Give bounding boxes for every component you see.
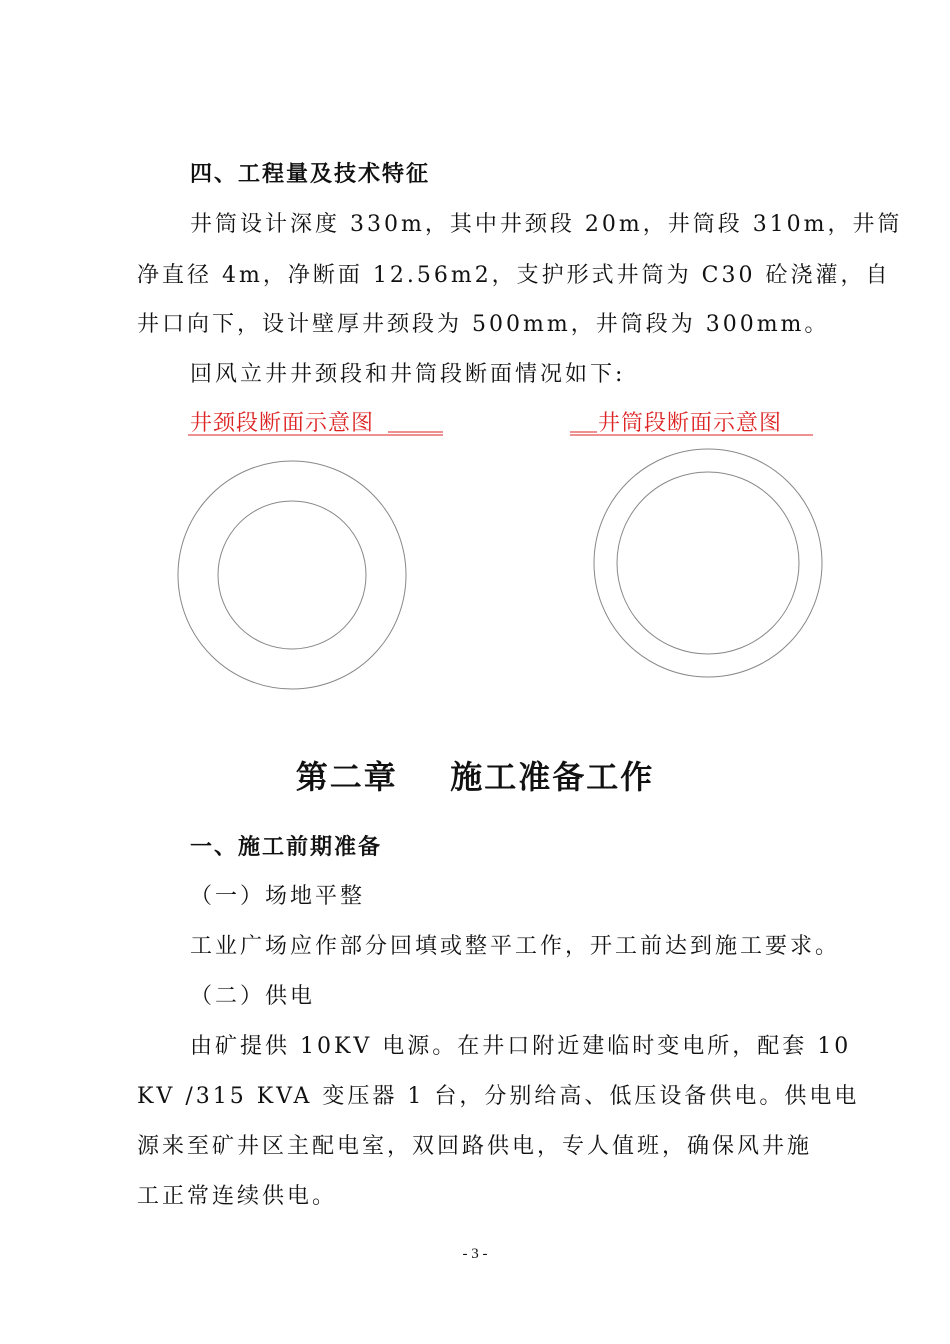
- subheading-power-supply: （二）供电: [190, 984, 316, 1009]
- section-heading-engineering: 四、工程量及技术特征: [190, 162, 431, 187]
- shaft-outer-circle: [594, 449, 822, 677]
- shaft-inner-circle: [617, 472, 799, 654]
- paragraph-line: 井筒设计深度 330m，其中井颈段 20m，井筒段 310m，井筒: [190, 212, 903, 237]
- paragraph-line: 由矿提供 10KV 电源。在井口附近建临时变电所，配套 10: [190, 1034, 852, 1059]
- subheading-site-leveling: （一）场地平整: [190, 884, 366, 909]
- paragraph-line: 净直径 4m，净断面 12.56m2，支护形式井筒为 C30 砼浇灌，自: [137, 263, 891, 288]
- neck-inner-circle: [218, 501, 366, 649]
- chapter-title: 第二章 施工准备工作: [295, 758, 655, 796]
- paragraph-line: 源来至矿井区主配电室，双回路供电，专人值班，确保风井施: [137, 1134, 813, 1159]
- paragraph-line: 井口向下，设计壁厚井颈段为 500mm，井筒段为 300mm。: [137, 312, 830, 337]
- paragraph-line: 回风立井井颈段和井筒段断面情况如下:: [190, 362, 626, 387]
- paragraph-line: 工业广场应作部分回填或整平工作，开工前达到施工要求。: [190, 934, 841, 959]
- diagram-caption-right: 井筒段断面示意图: [598, 411, 783, 436]
- paragraph-line: KV /315 KVA 变压器 1 台，分别给高、低压设备供电。供电电: [137, 1084, 860, 1109]
- neck-outer-circle: [178, 461, 406, 689]
- page-number: - 3 -: [462, 1246, 488, 1262]
- diagram-caption-left: 井颈段断面示意图: [190, 411, 375, 436]
- paragraph-line: 工正常连续供电。: [137, 1184, 338, 1209]
- section-heading-preparation: 一、施工前期准备: [190, 835, 383, 860]
